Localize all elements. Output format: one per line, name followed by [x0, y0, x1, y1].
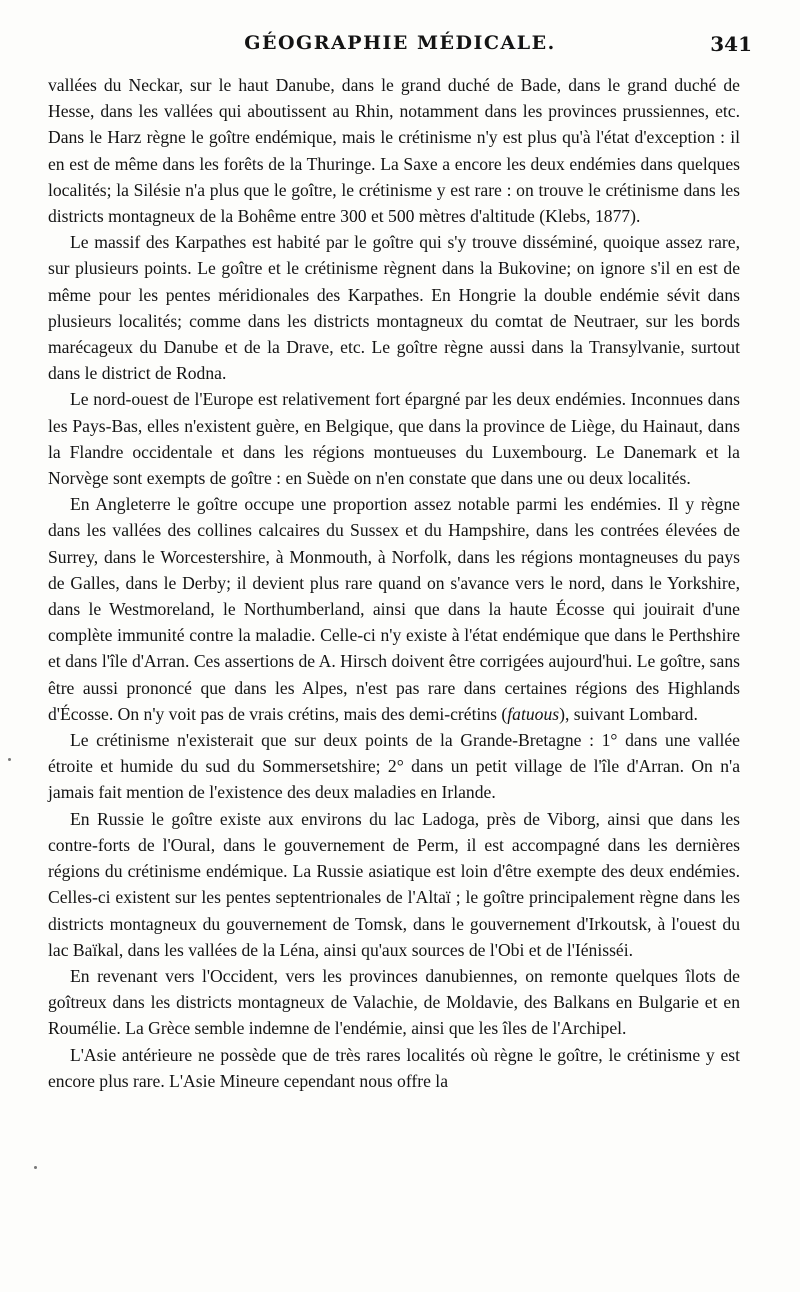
margin-speck — [34, 1166, 37, 1169]
page-number: 341 — [710, 32, 752, 56]
paragraph-7: En revenant vers l'Occident, vers les provinces danubiennes, on remonte quelques îlots de goîtreux dans les districts montagneux de Valachie, de Moldavie, des Balkans en Bulgarie et en Roumélie. La Grèce semble indemne de l'endémie, ainsi que les îles de l'Archipel. — [48, 965, 740, 1039]
running-header — [48, 32, 752, 62]
paragraph-4-italic: fatuous — [507, 703, 560, 724]
paragraph-6: En Russie le goître existe aux environs du lac Ladoga, près de Viborg, ainsi que dans les contre-forts de l'Oural, dans le gouvernement de Perm, il est accompagné dans les dernières régions du crétinisme endémique. La Russie asiatique est loin d'être exempte des deux endémies. Celles-ci existent sur les pentes septentrionales de l'Altaï ; le goître principalement règne dans les districts montagneux du gouvernement de Tomsk, dans le gouvernement d'Irkoutsk, à l'ouest du lac Baïkal, dans les vallées de la Léna, ainsi qu'aux sources de l'Obi et de l'Iénisséi. — [48, 808, 740, 960]
paragraph-4-text: En Angleterre le goître occupe une proportion assez notable parmi les endémies. Il y règne dans les vallées des collines calcaires du Sussex et du Hampshire, dans les contrées élevées de Surrey, dans le Worcestershire, à Monmouth, à Norfolk, dans les régions montagneuses du pays de Galles, dans le Derby; il devient plus rare quand on s'avance vers le nord, dans le Yorkshire, dans le Westmoreland, le Northumberland, ainsi que dans la haute Écosse qui jouirait d'une complète immunité contre la maladie. Celle-ci n'y existe à l'état endémique que dans le Perthshire et dans l'île d'Arran. Ces assertions de A. Hirsch doivent être corrigées aujourd'hui. Le goître, sans être aussi prononcé que dans les Alpes, n'est pas rare dans certaines régions des Highlands d'Écosse. On n'y voit pas de vrais crétins, mais des demi-crétins ( — [48, 494, 740, 724]
paragraph-8: L'Asie antérieure ne possède que de très rares localités où règne le goître, le crétinisme y est encore plus rare. L'Asie Mineure cependant nous offre la — [48, 1044, 740, 1091]
paragraph-1: vallées du Neckar, sur le haut Danube, dans le grand duché de Bade, dans le grand duché de Hesse, dans les vallées qui aboutissent au Rhin, notamment dans les provinces prussiennes, etc. Dans le Harz règne le goître endémique, mais le crétinisme n'y est plus qu'à l'état d'exception : il en est de même dans les forêts de la Thuringe. La Saxe a encore les deux endémies dans quelques localités; la Silésie n'a plus que le goître, le crétinisme y est rare : on trouve le crétinisme dans les districts montagneux de la Bohême entre 300 et 500 mètres d'altitude (Klebs, 1877). — [48, 75, 740, 227]
running-title: GÉOGRAPHIE MÉDICALE. — [244, 32, 556, 54]
paragraph-4-tail: ), suivant Lombard. — [559, 703, 698, 724]
margin-speck — [8, 758, 11, 761]
body-text — [48, 72, 740, 1094]
paragraph-3: Le nord-ouest de l'Europe est relativement fort épargné par les deux endémies. Inconnues dans les Pays-Bas, elles n'existent guère, en Belgique, que dans la province de Liège, du Hainaut, dans la Flandre occidentale et dans les régions montueuses du Luxembourg. Le Danemark et la Norvège sont exempts de goître : en Suède on n'en constate que dans une ou deux localités. — [48, 389, 740, 489]
paragraph-4 — [48, 491, 740, 727]
paragraph-5: Le crétinisme n'existerait que sur deux points de la Grande-Bretagne : 1° dans une vallée étroite et humide du sud du Sommersetshire; 2° dans un petit village de l'île d'Arran. On n'a jamais fait mention de l'existence des deux maladies en Irlande. — [48, 730, 740, 803]
paragraph-2: Le massif des Karpathes est habité par le goître qui s'y trouve disséminé, quoique assez rare, sur plusieurs points. Le goître et le crétinisme règnent dans la Bukovine; on ignore s'il en est de même pour les pentes méridionales des Karpathes. En Hongrie la double endémie sévit dans plusieurs localités; comme dans les districts montagneux du comtat de Neutraer, sur les bords marécageux du Danube et de la Drave, etc. Le goître règne aussi dans la Transylvanie, surtout dans le district de Rodna. — [48, 232, 740, 384]
